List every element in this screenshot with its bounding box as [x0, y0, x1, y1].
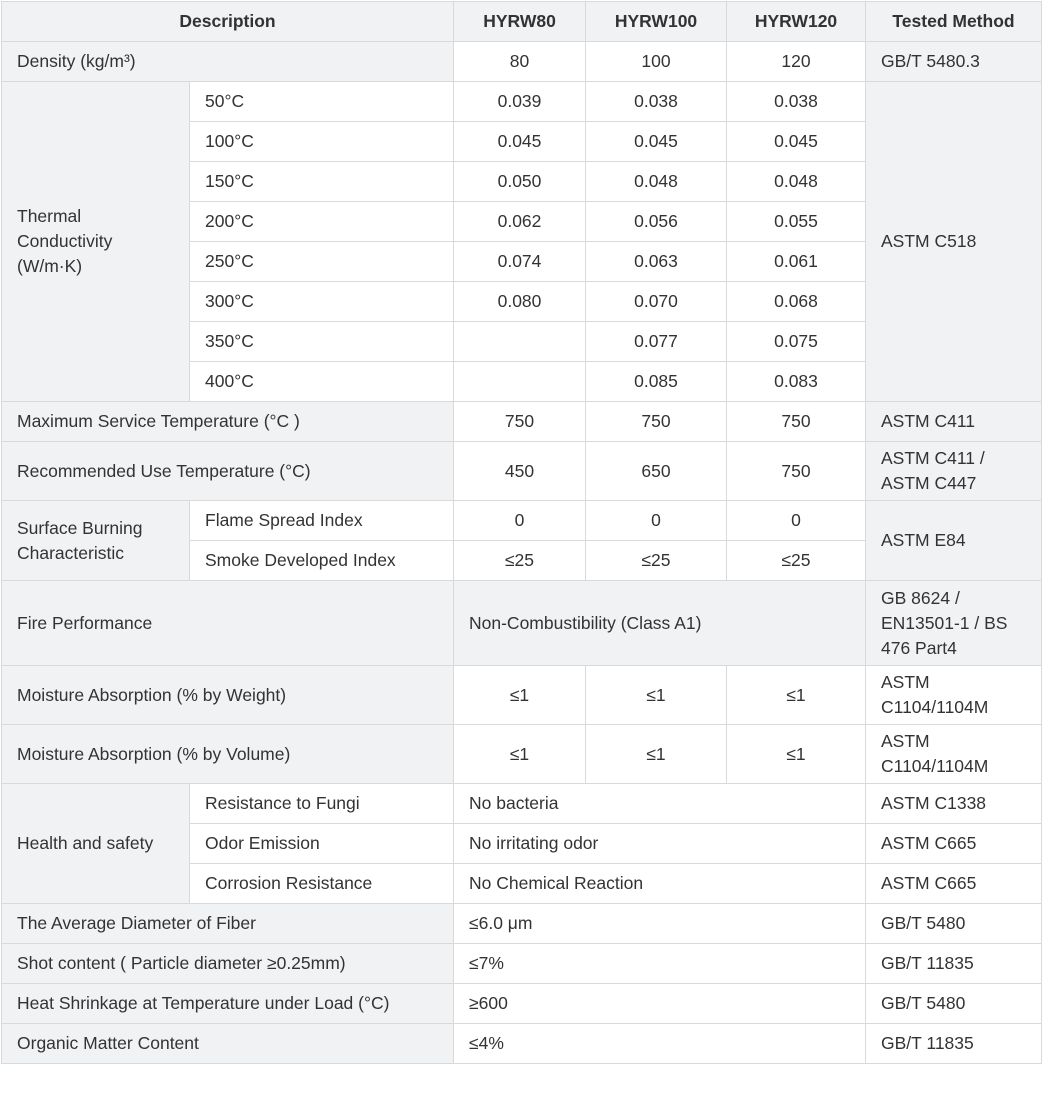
density-hyrw80: 80 [454, 42, 586, 82]
thermal-hyrw80 [454, 362, 586, 402]
shrink-label: Heat Shrinkage at Temperature under Load (°C) [2, 984, 454, 1024]
table-row-organic [2, 1024, 1042, 1064]
thermal-temp: 300°C [190, 282, 454, 322]
organic-label: Organic Matter Content [2, 1024, 454, 1064]
density-label: Density (kg/m³) [2, 42, 454, 82]
moist-volume-label: Moisture Absorption (% by Volume) [2, 725, 454, 784]
header-hyrw120: HYRW120 [727, 2, 866, 42]
density-method: GB/T 5480.3 [866, 42, 1042, 82]
moist-weight-method: ASTM C1104/1104M [866, 666, 1042, 725]
moist-weight-hyrw80: ≤1 [454, 666, 586, 725]
surface-method: ASTM E84 [866, 501, 1042, 581]
table-row-health [2, 784, 1042, 824]
thermal-hyrw80: 0.062 [454, 202, 586, 242]
thermal-temp: 250°C [190, 242, 454, 282]
organic-value: ≤4% [454, 1024, 866, 1064]
thermal-temp: 350°C [190, 322, 454, 362]
header-hyrw100: HYRW100 [586, 2, 727, 42]
moist-weight-hyrw120: ≤1 [727, 666, 866, 725]
rec-temp-label: Recommended Use Temperature (°C) [2, 442, 454, 501]
health-item: Corrosion Resistance [190, 864, 454, 904]
surface-item: Flame Spread Index [190, 501, 454, 541]
fire-value: Non-Combustibility (Class A1) [454, 581, 866, 666]
table-row-shrink [2, 984, 1042, 1024]
health-item: Odor Emission [190, 824, 454, 864]
shrink-value: ≥600 [454, 984, 866, 1024]
shot-label: Shot content ( Particle diameter ≥0.25mm) [2, 944, 454, 984]
table-row-shot [2, 944, 1042, 984]
thermal-hyrw100: 0.077 [586, 322, 727, 362]
surface-hyrw80: ≤25 [454, 541, 586, 581]
density-hyrw100: 100 [586, 42, 727, 82]
rec-temp-method: ASTM C411 / ASTM C447 [866, 442, 1042, 501]
thermal-hyrw100: 0.045 [586, 122, 727, 162]
surface-label: Surface Burning Characteristic [2, 501, 190, 581]
thermal-temp: 200°C [190, 202, 454, 242]
table-row-moist-volume [2, 725, 1042, 784]
thermal-hyrw100: 0.070 [586, 282, 727, 322]
moist-weight-hyrw100: ≤1 [586, 666, 727, 725]
thermal-hyrw120: 0.068 [727, 282, 866, 322]
thermal-temp: 50°C [190, 82, 454, 122]
thermal-hyrw100: 0.063 [586, 242, 727, 282]
header-tested-method: Tested Method [866, 2, 1042, 42]
table-row-rec-temp [2, 442, 1042, 501]
moist-volume-method: ASTM C1104/1104M [866, 725, 1042, 784]
max-temp-hyrw120: 750 [727, 402, 866, 442]
header-description: Description [2, 2, 454, 42]
thermal-hyrw120: 0.061 [727, 242, 866, 282]
fiber-method: GB/T 5480 [866, 904, 1042, 944]
thermal-hyrw80: 0.045 [454, 122, 586, 162]
fiber-value: ≤6.0 μm [454, 904, 866, 944]
health-method: ASTM C1338 [866, 784, 1042, 824]
thermal-hyrw120: 0.055 [727, 202, 866, 242]
health-method: ASTM C665 [866, 864, 1042, 904]
surface-hyrw120: 0 [727, 501, 866, 541]
max-temp-hyrw100: 750 [586, 402, 727, 442]
surface-hyrw100: ≤25 [586, 541, 727, 581]
header-hyrw80: HYRW80 [454, 2, 586, 42]
moist-weight-label: Moisture Absorption (% by Weight) [2, 666, 454, 725]
thermal-hyrw120: 0.045 [727, 122, 866, 162]
fire-method: GB 8624 / EN13501-1 / BS 476 Part4 [866, 581, 1042, 666]
thermal-temp: 150°C [190, 162, 454, 202]
table-row-surface [2, 501, 1042, 541]
thermal-hyrw80: 0.050 [454, 162, 586, 202]
max-temp-label: Maximum Service Temperature (°C ) [2, 402, 454, 442]
thermal-hyrw120: 0.048 [727, 162, 866, 202]
thermal-hyrw100: 0.056 [586, 202, 727, 242]
rec-temp-hyrw80: 450 [454, 442, 586, 501]
table-row-density [2, 42, 1042, 82]
health-value: No irritating odor [454, 824, 866, 864]
surface-hyrw100: 0 [586, 501, 727, 541]
thermal-temp: 400°C [190, 362, 454, 402]
rec-temp-hyrw100: 650 [586, 442, 727, 501]
shot-value: ≤7% [454, 944, 866, 984]
thermal-temp: 100°C [190, 122, 454, 162]
thermal-hyrw120: 0.083 [727, 362, 866, 402]
thermal-hyrw100: 0.038 [586, 82, 727, 122]
surface-item: Smoke Developed Index [190, 541, 454, 581]
health-label: Health and safety [2, 784, 190, 904]
thermal-hyrw80 [454, 322, 586, 362]
thermal-hyrw120: 0.038 [727, 82, 866, 122]
thermal-hyrw80: 0.039 [454, 82, 586, 122]
thermal-hyrw80: 0.080 [454, 282, 586, 322]
health-value: No bacteria [454, 784, 866, 824]
thermal-hyrw100: 0.048 [586, 162, 727, 202]
thermal-hyrw80: 0.074 [454, 242, 586, 282]
table-row-moist-weight [2, 666, 1042, 725]
moist-volume-hyrw100: ≤1 [586, 725, 727, 784]
shrink-method: GB/T 5480 [866, 984, 1042, 1024]
density-hyrw120: 120 [727, 42, 866, 82]
health-value: No Chemical Reaction [454, 864, 866, 904]
table-row-max-temp [2, 402, 1042, 442]
moist-volume-hyrw80: ≤1 [454, 725, 586, 784]
surface-hyrw80: 0 [454, 501, 586, 541]
table-row-fire [2, 581, 1042, 666]
health-method: ASTM C665 [866, 824, 1042, 864]
table-row-fiber [2, 904, 1042, 944]
surface-hyrw120: ≤25 [727, 541, 866, 581]
thermal-method: ASTM C518 [866, 82, 1042, 402]
max-temp-method: ASTM C411 [866, 402, 1042, 442]
rec-temp-hyrw120: 750 [727, 442, 866, 501]
thermal-label: Thermal Conductivity (W/m·K) [2, 82, 190, 402]
fiber-label: The Average Diameter of Fiber [2, 904, 454, 944]
organic-method: GB/T 11835 [866, 1024, 1042, 1064]
table-row-thermal [2, 82, 1042, 122]
thermal-hyrw120: 0.075 [727, 322, 866, 362]
moist-volume-hyrw120: ≤1 [727, 725, 866, 784]
shot-method: GB/T 11835 [866, 944, 1042, 984]
fire-label: Fire Performance [2, 581, 454, 666]
thermal-hyrw100: 0.085 [586, 362, 727, 402]
header-row [2, 2, 1042, 42]
health-item: Resistance to Fungi [190, 784, 454, 824]
spec-table [1, 1, 1042, 1064]
max-temp-hyrw80: 750 [454, 402, 586, 442]
